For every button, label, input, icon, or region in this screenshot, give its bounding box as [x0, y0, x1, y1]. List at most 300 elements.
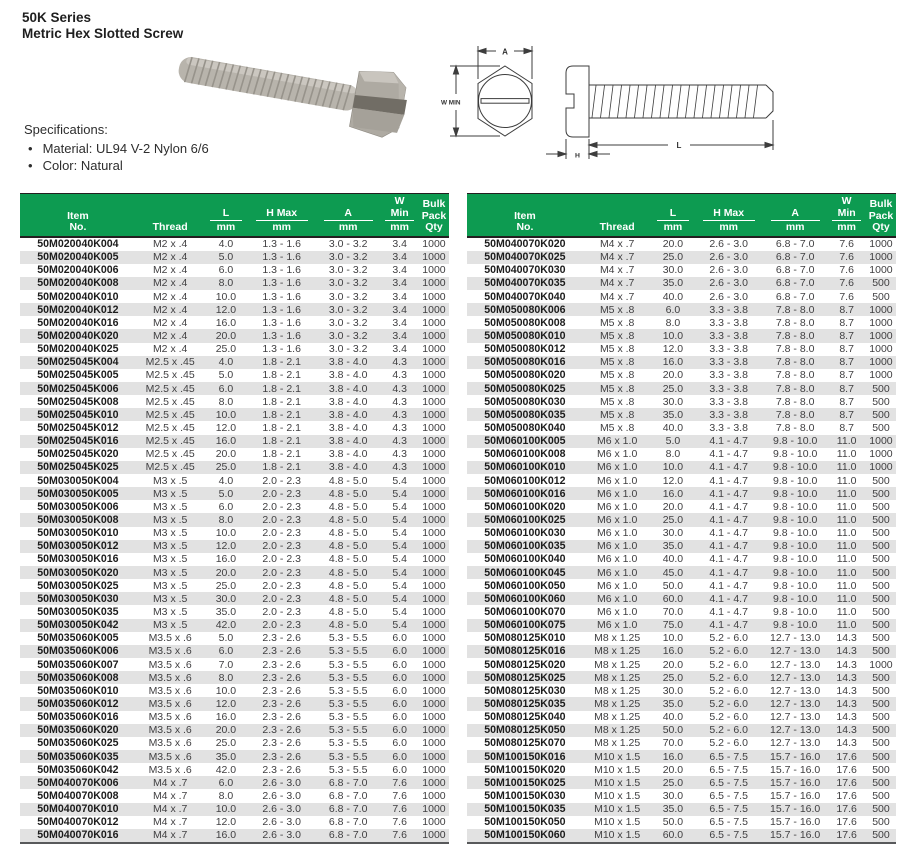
h-max-mm-cell: 4.1 - 4.7 [709, 487, 748, 500]
w-min-mm-cell: 11.0 [836, 527, 857, 540]
table-row [467, 356, 896, 369]
a-mm-cell: 5.3 - 5.5 [328, 763, 368, 776]
a-mm-cell: 9.8 - 10.0 [772, 435, 818, 448]
w-min-mm-cell: 3.4 [392, 290, 407, 303]
w-min-mm-cell: 7.6 [839, 277, 854, 290]
table-row [20, 369, 449, 382]
table-header [20, 194, 449, 237]
h-max-mm-cell: 2.0 - 2.3 [262, 514, 301, 527]
item-no-cell: 50M020040K008 [37, 277, 119, 290]
a-mm-cell: 3.0 - 3.2 [328, 316, 368, 329]
h-max-mm-cell: 6.5 - 7.5 [709, 816, 748, 829]
length-mm-cell: 4.0 [218, 238, 234, 251]
w-min-mm-cell: 3.4 [392, 316, 407, 329]
bulk-pack-qty-cell: 1000 [422, 264, 446, 277]
length-mm-cell: 40.0 [662, 553, 684, 566]
col-w-min: W Min mm [380, 194, 419, 237]
item-no-cell: 50M100150K030 [484, 789, 566, 802]
thread-cell: M6 x 1.0 [597, 540, 638, 553]
h-max-mm-cell: 1.3 - 1.6 [262, 343, 301, 356]
thread-cell: M2.5 x .45 [145, 422, 195, 435]
a-mm-cell: 4.8 - 5.0 [328, 566, 368, 579]
h-max-mm-cell: 2.3 - 2.6 [262, 737, 301, 750]
a-mm-cell: 7.8 - 8.0 [775, 422, 815, 435]
h-max-mm-cell: 2.0 - 2.3 [262, 566, 301, 579]
w-min-mm-cell: 11.0 [836, 553, 857, 566]
table-row [20, 435, 449, 448]
length-mm-cell: 20.0 [662, 369, 684, 382]
length-mm-cell: 4.0 [218, 474, 234, 487]
w-min-mm-cell: 8.7 [839, 382, 854, 395]
bulk-pack-qty-cell: 1000 [422, 382, 446, 395]
h-max-mm-cell: 3.3 - 3.8 [709, 395, 748, 408]
item-no-cell: 50M025045K016 [37, 435, 119, 448]
a-mm-cell: 3.0 - 3.2 [328, 264, 368, 277]
thread-cell: M3 x .5 [152, 514, 188, 527]
a-mm-cell: 9.8 - 10.0 [772, 553, 818, 566]
table-row [467, 500, 896, 513]
table-row [20, 553, 449, 566]
thread-cell: M8 x 1.25 [594, 671, 641, 684]
h-max-mm-cell: 6.5 - 7.5 [709, 829, 748, 842]
bulk-pack-qty-cell: 1000 [422, 763, 446, 776]
h-max-mm-cell: 1.3 - 1.6 [262, 316, 301, 329]
thread-cell: M3 x .5 [152, 566, 188, 579]
a-mm-cell: 3.0 - 3.2 [328, 303, 368, 316]
a-mm-cell: 5.3 - 5.5 [328, 697, 368, 710]
item-no-cell: 50M035060K016 [37, 711, 119, 724]
bulk-pack-qty-cell: 1000 [422, 330, 446, 343]
h-max-mm-cell: 2.0 - 2.3 [262, 487, 301, 500]
bulk-pack-qty-cell: 500 [872, 592, 890, 605]
bulk-pack-qty-cell: 1000 [422, 514, 446, 527]
thread-cell: M4 x .7 [599, 290, 635, 303]
thread-cell: M2.5 x .45 [145, 395, 195, 408]
bulk-pack-qty-cell: 1000 [422, 737, 446, 750]
length-mm-cell: 8.0 [665, 448, 681, 461]
item-no-cell: 50M040070K012 [37, 816, 119, 829]
item-no-cell: 50M035060K005 [37, 632, 119, 645]
item-no-cell: 50M050080K030 [484, 395, 566, 408]
thread-cell: M10 x 1.5 [594, 803, 641, 816]
item-no-cell: 50M035060K012 [37, 697, 119, 710]
w-min-mm-cell: 6.0 [392, 697, 407, 710]
bulk-pack-qty-cell: 500 [872, 474, 890, 487]
h-max-mm-cell: 4.1 - 4.7 [709, 592, 748, 605]
thread-cell: M3 x .5 [152, 579, 188, 592]
w-min-mm-cell: 4.3 [392, 408, 407, 421]
a-mm-cell: 6.8 - 7.0 [775, 238, 815, 251]
a-mm-cell: 5.3 - 5.5 [328, 750, 368, 763]
length-mm-cell: 6.0 [218, 264, 234, 277]
col-length: L mm [204, 194, 247, 237]
a-mm-cell: 4.8 - 5.0 [328, 500, 368, 513]
col-a: A mm [316, 194, 380, 237]
a-mm-cell: 7.8 - 8.0 [775, 369, 815, 382]
a-mm-cell: 5.3 - 5.5 [328, 671, 368, 684]
length-mm-cell: 8.0 [218, 277, 234, 290]
item-no-cell: 50M040070K020 [484, 238, 566, 251]
item-no-cell: 50M030050K004 [37, 474, 119, 487]
a-mm-cell: 9.8 - 10.0 [772, 500, 818, 513]
length-mm-cell: 30.0 [662, 527, 684, 540]
a-mm-cell: 3.0 - 3.2 [328, 238, 368, 251]
item-no-cell: 50M080125K035 [484, 697, 566, 710]
item-no-cell: 50M025045K020 [37, 448, 119, 461]
table-row [20, 763, 449, 776]
table-row [20, 724, 449, 737]
w-min-mm-cell: 3.4 [392, 251, 407, 264]
a-mm-cell: 15.7 - 16.0 [770, 829, 821, 842]
thread-cell: M6 x 1.0 [597, 435, 638, 448]
h-max-mm-cell: 5.2 - 6.0 [709, 724, 748, 737]
table-row [467, 816, 896, 829]
bulk-pack-qty-cell: 1000 [422, 750, 446, 763]
length-mm-cell: 12.0 [215, 697, 237, 710]
a-mm-cell: 5.3 - 5.5 [328, 737, 368, 750]
item-no-cell: 50M030050K005 [37, 487, 119, 500]
bulk-pack-qty-cell: 500 [872, 500, 890, 513]
length-mm-cell: 25.0 [215, 461, 237, 474]
thread-cell: M3 x .5 [152, 592, 188, 605]
item-no-cell: 50M050080K012 [484, 343, 566, 356]
thread-cell: M4 x .7 [152, 803, 188, 816]
thread-cell: M3.5 x .6 [148, 697, 192, 710]
thread-cell: M3 x .5 [152, 553, 188, 566]
bulk-pack-qty-cell: 500 [872, 737, 890, 750]
bulk-pack-qty-cell: 1000 [422, 711, 446, 724]
w-min-mm-cell: 5.4 [392, 474, 407, 487]
col-h-max: H Max mm [247, 194, 316, 237]
a-mm-cell: 6.8 - 7.0 [775, 264, 815, 277]
item-no-cell: 50M060100K075 [484, 619, 566, 632]
w-min-mm-cell: 14.3 [836, 632, 857, 645]
table-row [20, 329, 449, 342]
table-row [20, 487, 449, 500]
thread-cell: M8 x 1.25 [594, 632, 641, 645]
w-min-mm-cell: 5.4 [392, 514, 407, 527]
thread-cell: M6 x 1.0 [597, 619, 638, 632]
h-max-mm-cell: 3.3 - 3.8 [709, 316, 748, 329]
h-max-mm-cell: 3.3 - 3.8 [709, 408, 748, 421]
table-row [467, 408, 896, 421]
item-no-cell: 50M020040K020 [37, 330, 119, 343]
thread-cell: M6 x 1.0 [597, 487, 638, 500]
w-min-mm-cell: 7.6 [392, 816, 407, 829]
bulk-pack-qty-cell: 1000 [422, 487, 446, 500]
w-min-mm-cell: 17.6 [836, 803, 857, 816]
a-mm-cell: 4.8 - 5.0 [328, 527, 368, 540]
table-row [467, 290, 896, 303]
a-mm-cell: 5.3 - 5.5 [328, 632, 368, 645]
a-mm-cell: 3.8 - 4.0 [328, 422, 368, 435]
length-mm-cell: 7.0 [218, 658, 234, 671]
table-row [20, 264, 449, 277]
table-row [20, 303, 449, 316]
item-no-cell: 50M050080K010 [484, 330, 566, 343]
thread-cell: M6 x 1.0 [597, 566, 638, 579]
w-min-mm-cell: 5.4 [392, 566, 407, 579]
w-min-mm-cell: 14.3 [836, 684, 857, 697]
table-row [467, 579, 896, 592]
table-row [467, 435, 896, 448]
w-min-mm-cell: 8.7 [839, 408, 854, 421]
h-max-mm-cell: 2.6 - 3.0 [709, 277, 748, 290]
bulk-pack-qty-cell: 500 [872, 290, 890, 303]
w-min-mm-cell: 11.0 [836, 500, 857, 513]
h-max-mm-cell: 2.6 - 3.0 [262, 829, 301, 842]
h-max-mm-cell: 2.0 - 2.3 [262, 592, 301, 605]
bulk-pack-qty-cell: 1000 [422, 277, 446, 290]
length-mm-cell: 40.0 [662, 711, 684, 724]
h-max-mm-cell: 1.8 - 2.1 [262, 395, 301, 408]
table-row [20, 408, 449, 421]
length-mm-cell: 35.0 [662, 408, 684, 421]
item-no-cell: 50M060100K005 [484, 435, 566, 448]
item-no-cell: 50M080125K010 [484, 632, 566, 645]
w-min-mm-cell: 3.4 [392, 264, 407, 277]
table-row [20, 697, 449, 710]
table-row [467, 697, 896, 710]
thread-cell: M2 x .4 [152, 330, 188, 343]
thread-cell: M4 x .7 [152, 776, 188, 789]
bulk-pack-qty-cell: 500 [872, 684, 890, 697]
item-no-cell: 50M060100K040 [484, 553, 566, 566]
length-mm-cell: 16.0 [662, 750, 684, 763]
table-row [467, 382, 896, 395]
h-max-mm-cell: 1.3 - 1.6 [262, 303, 301, 316]
w-min-mm-cell: 5.4 [392, 487, 407, 500]
w-min-mm-cell: 5.4 [392, 540, 407, 553]
length-mm-cell: 5.0 [218, 487, 234, 500]
thread-cell: M8 x 1.25 [594, 724, 641, 737]
h-max-mm-cell: 2.6 - 3.0 [262, 803, 301, 816]
length-mm-cell: 45.0 [662, 566, 684, 579]
item-no-cell: 50M080125K070 [484, 737, 566, 750]
w-min-mm-cell: 7.6 [392, 803, 407, 816]
w-min-mm-cell: 17.6 [836, 789, 857, 802]
table-row [20, 513, 449, 526]
table-row [467, 632, 896, 645]
a-mm-cell: 3.8 - 4.0 [328, 356, 368, 369]
w-min-mm-cell: 5.4 [392, 619, 407, 632]
length-mm-cell: 16.0 [215, 829, 237, 842]
h-max-mm-cell: 2.6 - 3.0 [262, 789, 301, 802]
w-min-mm-cell: 4.3 [392, 382, 407, 395]
h-max-mm-cell: 3.3 - 3.8 [709, 343, 748, 356]
length-mm-cell: 25.0 [215, 579, 237, 592]
length-mm-cell: 10.0 [215, 290, 237, 303]
item-no-cell: 50M030050K020 [37, 566, 119, 579]
item-no-cell: 50M050080K025 [484, 382, 566, 395]
thread-cell: M8 x 1.25 [594, 684, 641, 697]
a-mm-cell: 12.7 - 13.0 [770, 658, 821, 671]
a-mm-cell: 3.0 - 3.2 [328, 277, 368, 290]
item-no-cell: 50M100150K016 [484, 750, 566, 763]
bulk-pack-qty-cell: 1000 [422, 408, 446, 421]
table-row [20, 448, 449, 461]
bulk-pack-qty-cell: 1000 [869, 448, 893, 461]
w-min-mm-cell: 5.4 [392, 500, 407, 513]
h-max-mm-cell: 2.0 - 2.3 [262, 579, 301, 592]
spec-color: • Color: Natural [24, 157, 209, 174]
h-max-mm-cell: 2.6 - 3.0 [709, 290, 748, 303]
a-mm-cell: 7.8 - 8.0 [775, 395, 815, 408]
h-max-mm-cell: 4.1 - 4.7 [709, 540, 748, 553]
table-row [20, 290, 449, 303]
w-min-mm-cell: 3.4 [392, 303, 407, 316]
thread-cell: M3 x .5 [152, 527, 188, 540]
thread-cell: M10 x 1.5 [594, 763, 641, 776]
table-row [20, 632, 449, 645]
product-title: Metric Hex Slotted Screw [22, 26, 184, 41]
table-row [20, 421, 449, 434]
a-mm-cell: 5.3 - 5.5 [328, 658, 368, 671]
a-mm-cell: 4.8 - 5.0 [328, 553, 368, 566]
a-mm-cell: 4.8 - 5.0 [328, 592, 368, 605]
table-row [467, 237, 896, 251]
thread-cell: M2.5 x .45 [145, 448, 195, 461]
bulk-pack-qty-cell: 500 [872, 487, 890, 500]
table-row [20, 382, 449, 395]
a-mm-cell: 15.7 - 16.0 [770, 803, 821, 816]
h-max-mm-cell: 2.3 - 2.6 [262, 684, 301, 697]
h-max-mm-cell: 1.8 - 2.1 [262, 382, 301, 395]
item-no-cell: 50M040070K010 [37, 803, 119, 816]
a-mm-cell: 6.8 - 7.0 [775, 251, 815, 264]
table-row [20, 671, 449, 684]
h-max-mm-cell: 5.2 - 6.0 [709, 684, 748, 697]
length-mm-cell: 10.0 [215, 803, 237, 816]
dim-label-a: A [502, 47, 508, 57]
item-no-cell: 50M060100K035 [484, 540, 566, 553]
table-row [20, 251, 449, 264]
a-mm-cell: 12.7 - 13.0 [770, 737, 821, 750]
spec-table-right [467, 193, 896, 844]
col-item-no: Item No. [467, 194, 583, 237]
a-mm-cell: 9.8 - 10.0 [772, 579, 818, 592]
item-no-cell: 50M035060K042 [37, 763, 119, 776]
length-mm-cell: 25.0 [215, 343, 237, 356]
item-no-cell: 50M080125K016 [484, 645, 566, 658]
length-mm-cell: 16.0 [215, 711, 237, 724]
length-mm-cell: 10.0 [662, 461, 684, 474]
table-row [20, 605, 449, 618]
length-mm-cell: 20.0 [662, 500, 684, 513]
bulk-pack-qty-cell: 1000 [422, 540, 446, 553]
bulk-pack-qty-cell: 1000 [422, 238, 446, 251]
table-row [467, 803, 896, 816]
a-mm-cell: 12.7 - 13.0 [770, 711, 821, 724]
w-min-mm-cell: 7.6 [839, 238, 854, 251]
thread-cell: M3 x .5 [152, 474, 188, 487]
table-row [467, 369, 896, 382]
a-mm-cell: 4.8 - 5.0 [328, 606, 368, 618]
a-mm-cell: 3.0 - 3.2 [328, 330, 368, 343]
h-max-mm-cell: 4.1 - 4.7 [709, 435, 748, 448]
table-row [467, 645, 896, 658]
h-max-mm-cell: 4.1 - 4.7 [709, 606, 748, 618]
bulk-pack-qty-cell: 1000 [422, 789, 446, 802]
thread-cell: M4 x .7 [152, 789, 188, 802]
thread-cell: M4 x .7 [599, 277, 635, 290]
w-min-mm-cell: 8.7 [839, 330, 854, 343]
a-mm-cell: 15.7 - 16.0 [770, 776, 821, 789]
w-min-mm-cell: 11.0 [836, 606, 857, 618]
length-mm-cell: 35.0 [662, 803, 684, 816]
table-row [467, 684, 896, 697]
h-max-mm-cell: 6.5 - 7.5 [709, 763, 748, 776]
item-no-cell: 50M030050K035 [37, 606, 119, 618]
item-no-cell: 50M100150K060 [484, 829, 566, 842]
bulk-pack-qty-cell: 500 [872, 711, 890, 724]
bulk-pack-qty-cell: 1000 [869, 264, 893, 277]
w-min-mm-cell: 11.0 [836, 514, 857, 527]
item-no-cell: 50M020040K004 [37, 238, 119, 251]
length-mm-cell: 6.0 [665, 303, 681, 316]
item-no-cell: 50M100150K020 [484, 763, 566, 776]
thread-cell: M2.5 x .45 [145, 408, 195, 421]
bulk-pack-qty-cell: 1000 [869, 461, 893, 474]
length-mm-cell: 10.0 [215, 527, 237, 540]
thread-cell: M4 x .7 [599, 264, 635, 277]
w-min-mm-cell: 7.6 [392, 776, 407, 789]
table-row [20, 684, 449, 697]
w-min-mm-cell: 11.0 [836, 474, 857, 487]
col-h-max: H Max mm [694, 194, 763, 237]
thread-cell: M2.5 x .45 [145, 356, 195, 369]
bulk-pack-qty-cell: 1000 [422, 579, 446, 592]
h-max-mm-cell: 4.1 - 4.7 [709, 500, 748, 513]
w-min-mm-cell: 8.7 [839, 316, 854, 329]
a-mm-cell: 6.8 - 7.0 [328, 829, 368, 842]
a-mm-cell: 3.8 - 4.0 [328, 395, 368, 408]
table-row [467, 553, 896, 566]
item-no-cell: 50M030050K010 [37, 527, 119, 540]
bulk-pack-qty-cell: 1000 [422, 343, 446, 356]
bulk-pack-qty-cell: 1000 [422, 316, 446, 329]
bulk-pack-qty-cell: 1000 [869, 316, 893, 329]
h-max-mm-cell: 4.1 - 4.7 [709, 461, 748, 474]
h-max-mm-cell: 1.3 - 1.6 [262, 251, 301, 264]
item-no-cell: 50M020040K010 [37, 290, 119, 303]
a-mm-cell: 7.8 - 8.0 [775, 343, 815, 356]
length-mm-cell: 40.0 [662, 290, 684, 303]
item-no-cell: 50M030050K012 [37, 540, 119, 553]
bulk-pack-qty-cell: 1000 [869, 238, 893, 251]
item-no-cell: 50M040070K040 [484, 290, 566, 303]
thread-cell: M8 x 1.25 [594, 645, 641, 658]
length-mm-cell: 5.0 [218, 632, 234, 645]
bulk-pack-qty-cell: 1000 [422, 303, 446, 316]
table-row [20, 527, 449, 540]
item-no-cell: 50M020040K005 [37, 251, 119, 264]
bulk-pack-qty-cell: 500 [872, 514, 890, 527]
length-mm-cell: 25.0 [215, 737, 237, 750]
item-no-cell: 50M050080K035 [484, 408, 566, 421]
a-mm-cell: 3.0 - 3.2 [328, 343, 368, 356]
length-mm-cell: 12.0 [215, 422, 237, 435]
w-min-mm-cell: 4.3 [392, 369, 407, 382]
item-no-cell: 50M060100K008 [484, 448, 566, 461]
length-mm-cell: 6.0 [218, 500, 234, 513]
h-max-mm-cell: 2.6 - 3.0 [709, 238, 748, 251]
length-mm-cell: 35.0 [662, 540, 684, 553]
h-max-mm-cell: 2.0 - 2.3 [262, 619, 301, 632]
item-no-cell: 50M020040K016 [37, 316, 119, 329]
item-no-cell: 50M050080K006 [484, 303, 566, 316]
length-mm-cell: 30.0 [662, 395, 684, 408]
